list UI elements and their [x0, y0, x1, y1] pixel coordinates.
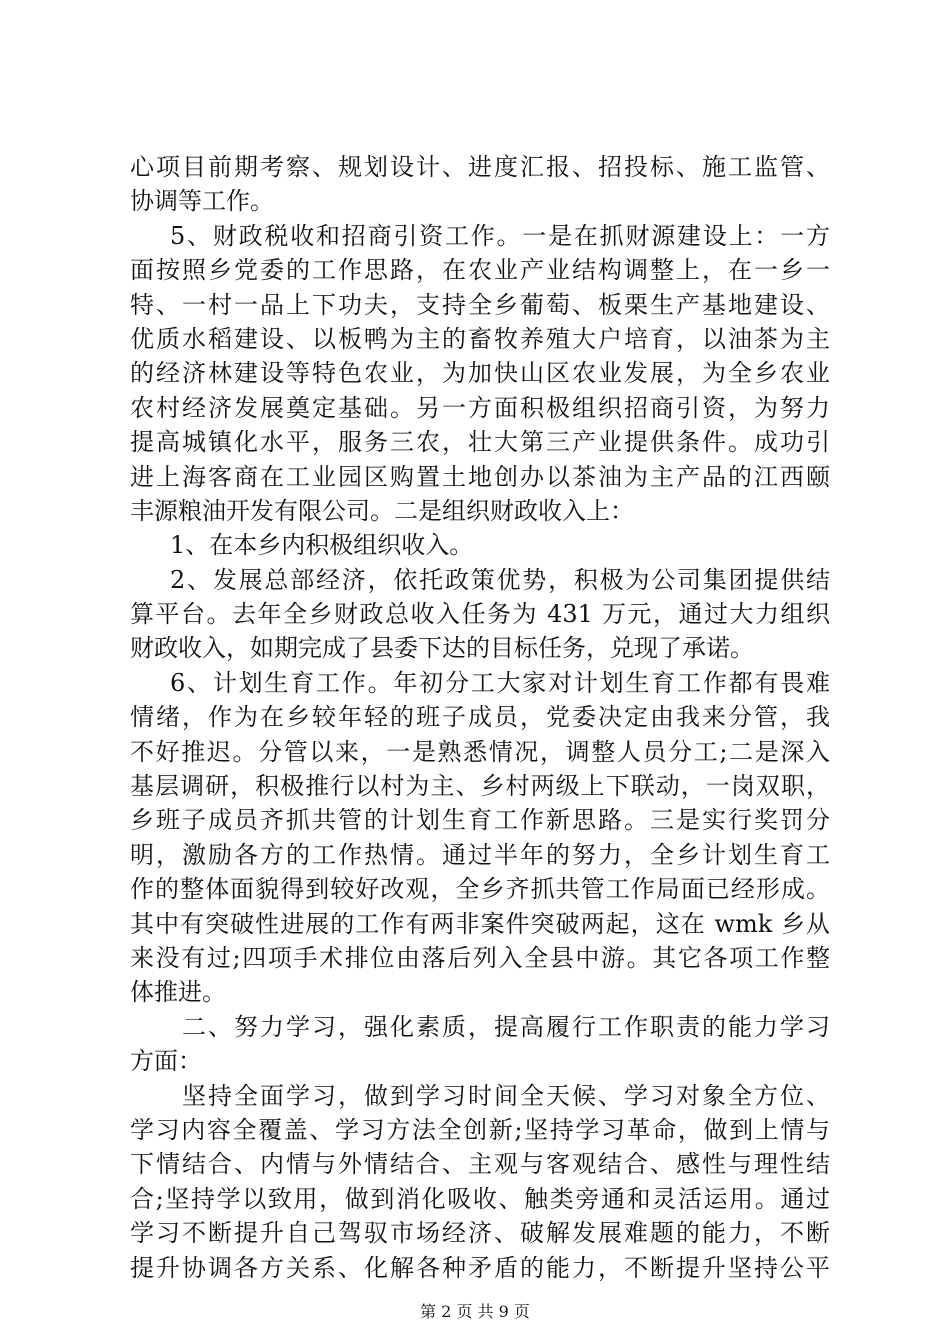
text-line: 6、计划生育工作。年初分工大家对计划生育工作都有畏难	[170, 668, 830, 697]
text-line: 进上海客商在工业园区购置土地创办以茶油为主产品的江西颐	[130, 462, 830, 491]
text-line: 作的整体面貌得到较好改观，全乡齐抓共管工作局面已经形成。	[130, 875, 830, 904]
text-line: 下情结合、内情与外情结合、主观与客观结合、感性与理性结	[130, 1150, 830, 1179]
text-line: 财政收入，如期完成了县委下达的目标任务，兑现了承诺。	[130, 634, 754, 663]
text-line: 基层调研，积极推行以村为主、乡村两级上下联动，一岗双职，	[130, 772, 830, 801]
text-line: 面按照乡党委的工作思路，在农业产业结构调整上，在一乡一	[130, 256, 830, 285]
text-line: 情绪，作为在乡较年轻的班子成员，党委决定由我来分管，我	[130, 703, 830, 732]
body-text	[130, 150, 830, 1285]
text-line: 5、财政税收和招商引资工作。一是在抓财源建设上：一方	[170, 221, 830, 250]
text-line: 来没有过;四项手术排位由落后列入全县中游。其它各项工作整	[130, 943, 830, 972]
text-line: 乡班子成员齐抓共管的计划生育工作新思路。三是实行奖罚分	[130, 806, 830, 835]
text-line: 特、一村一品上下功夫，支持全乡葡萄、板栗生产基地建设、	[130, 290, 830, 319]
page-footer: 第 2 页 共 9 页	[420, 1302, 530, 1321]
text-line: 明，激励各方的工作热情。通过半年的努力，全乡计划生育工	[130, 840, 830, 869]
text-line: 方面：	[130, 1047, 202, 1076]
text-line: 1、在本乡内积极组织收入。	[170, 531, 474, 560]
text-line: 提升协调各方关系、化解各种矛盾的能力，不断提升坚持公平	[130, 1253, 830, 1282]
text-line: 坚持全面学习，做到学习时间全天候、学习对象全方位、	[182, 1081, 830, 1110]
text-line: 的经济林建设等特色农业，为加快山区农业发展，为全乡农业	[130, 359, 830, 388]
text-line: 提高城镇化水平，服务三农，壮大第三产业提供条件。成功引	[130, 428, 830, 457]
text-line: 其中有突破性进展的工作有两非案件突破两起，这在 wmk 乡从	[130, 909, 830, 938]
text-line: 丰源粮油开发有限公司。二是组织财政收入上：	[130, 496, 634, 525]
text-line: 算平台。去年全乡财政总收入任务为 431 万元，通过大力组织	[130, 600, 830, 629]
text-line: 农村经济发展奠定基础。另一方面积极组织招商引资，为努力	[130, 393, 830, 422]
text-line: 协调等工作。	[130, 187, 274, 216]
text-line: 优质水稻建设、以板鸭为主的畜牧养殖大户培育，以油茶为主	[130, 324, 830, 353]
text-line: 学习内容全覆盖、学习方法全创新;坚持学习革命，做到上情与	[130, 1115, 830, 1144]
text-line: 心项目前期考察、规划设计、进度汇报、招投标、施工监管、	[130, 153, 830, 181]
text-line: 体推进。	[130, 978, 226, 1007]
text-line: 合;坚持学以致用，做到消化吸收、触类旁通和灵活运用。通过	[130, 1184, 830, 1213]
text-line: 学习不断提升自己驾驭市场经济、破解发展难题的能力，不断	[130, 1219, 830, 1248]
text-line: 不好推迟。分管以来，一是熟悉情况，调整人员分工;二是深入	[130, 737, 830, 766]
text-line: 二、努力学习，强化素质，提高履行工作职责的能力学习	[182, 1012, 830, 1041]
text-line: 2、发展总部经济，依托政策优势，积极为公司集团提供结	[170, 565, 830, 594]
